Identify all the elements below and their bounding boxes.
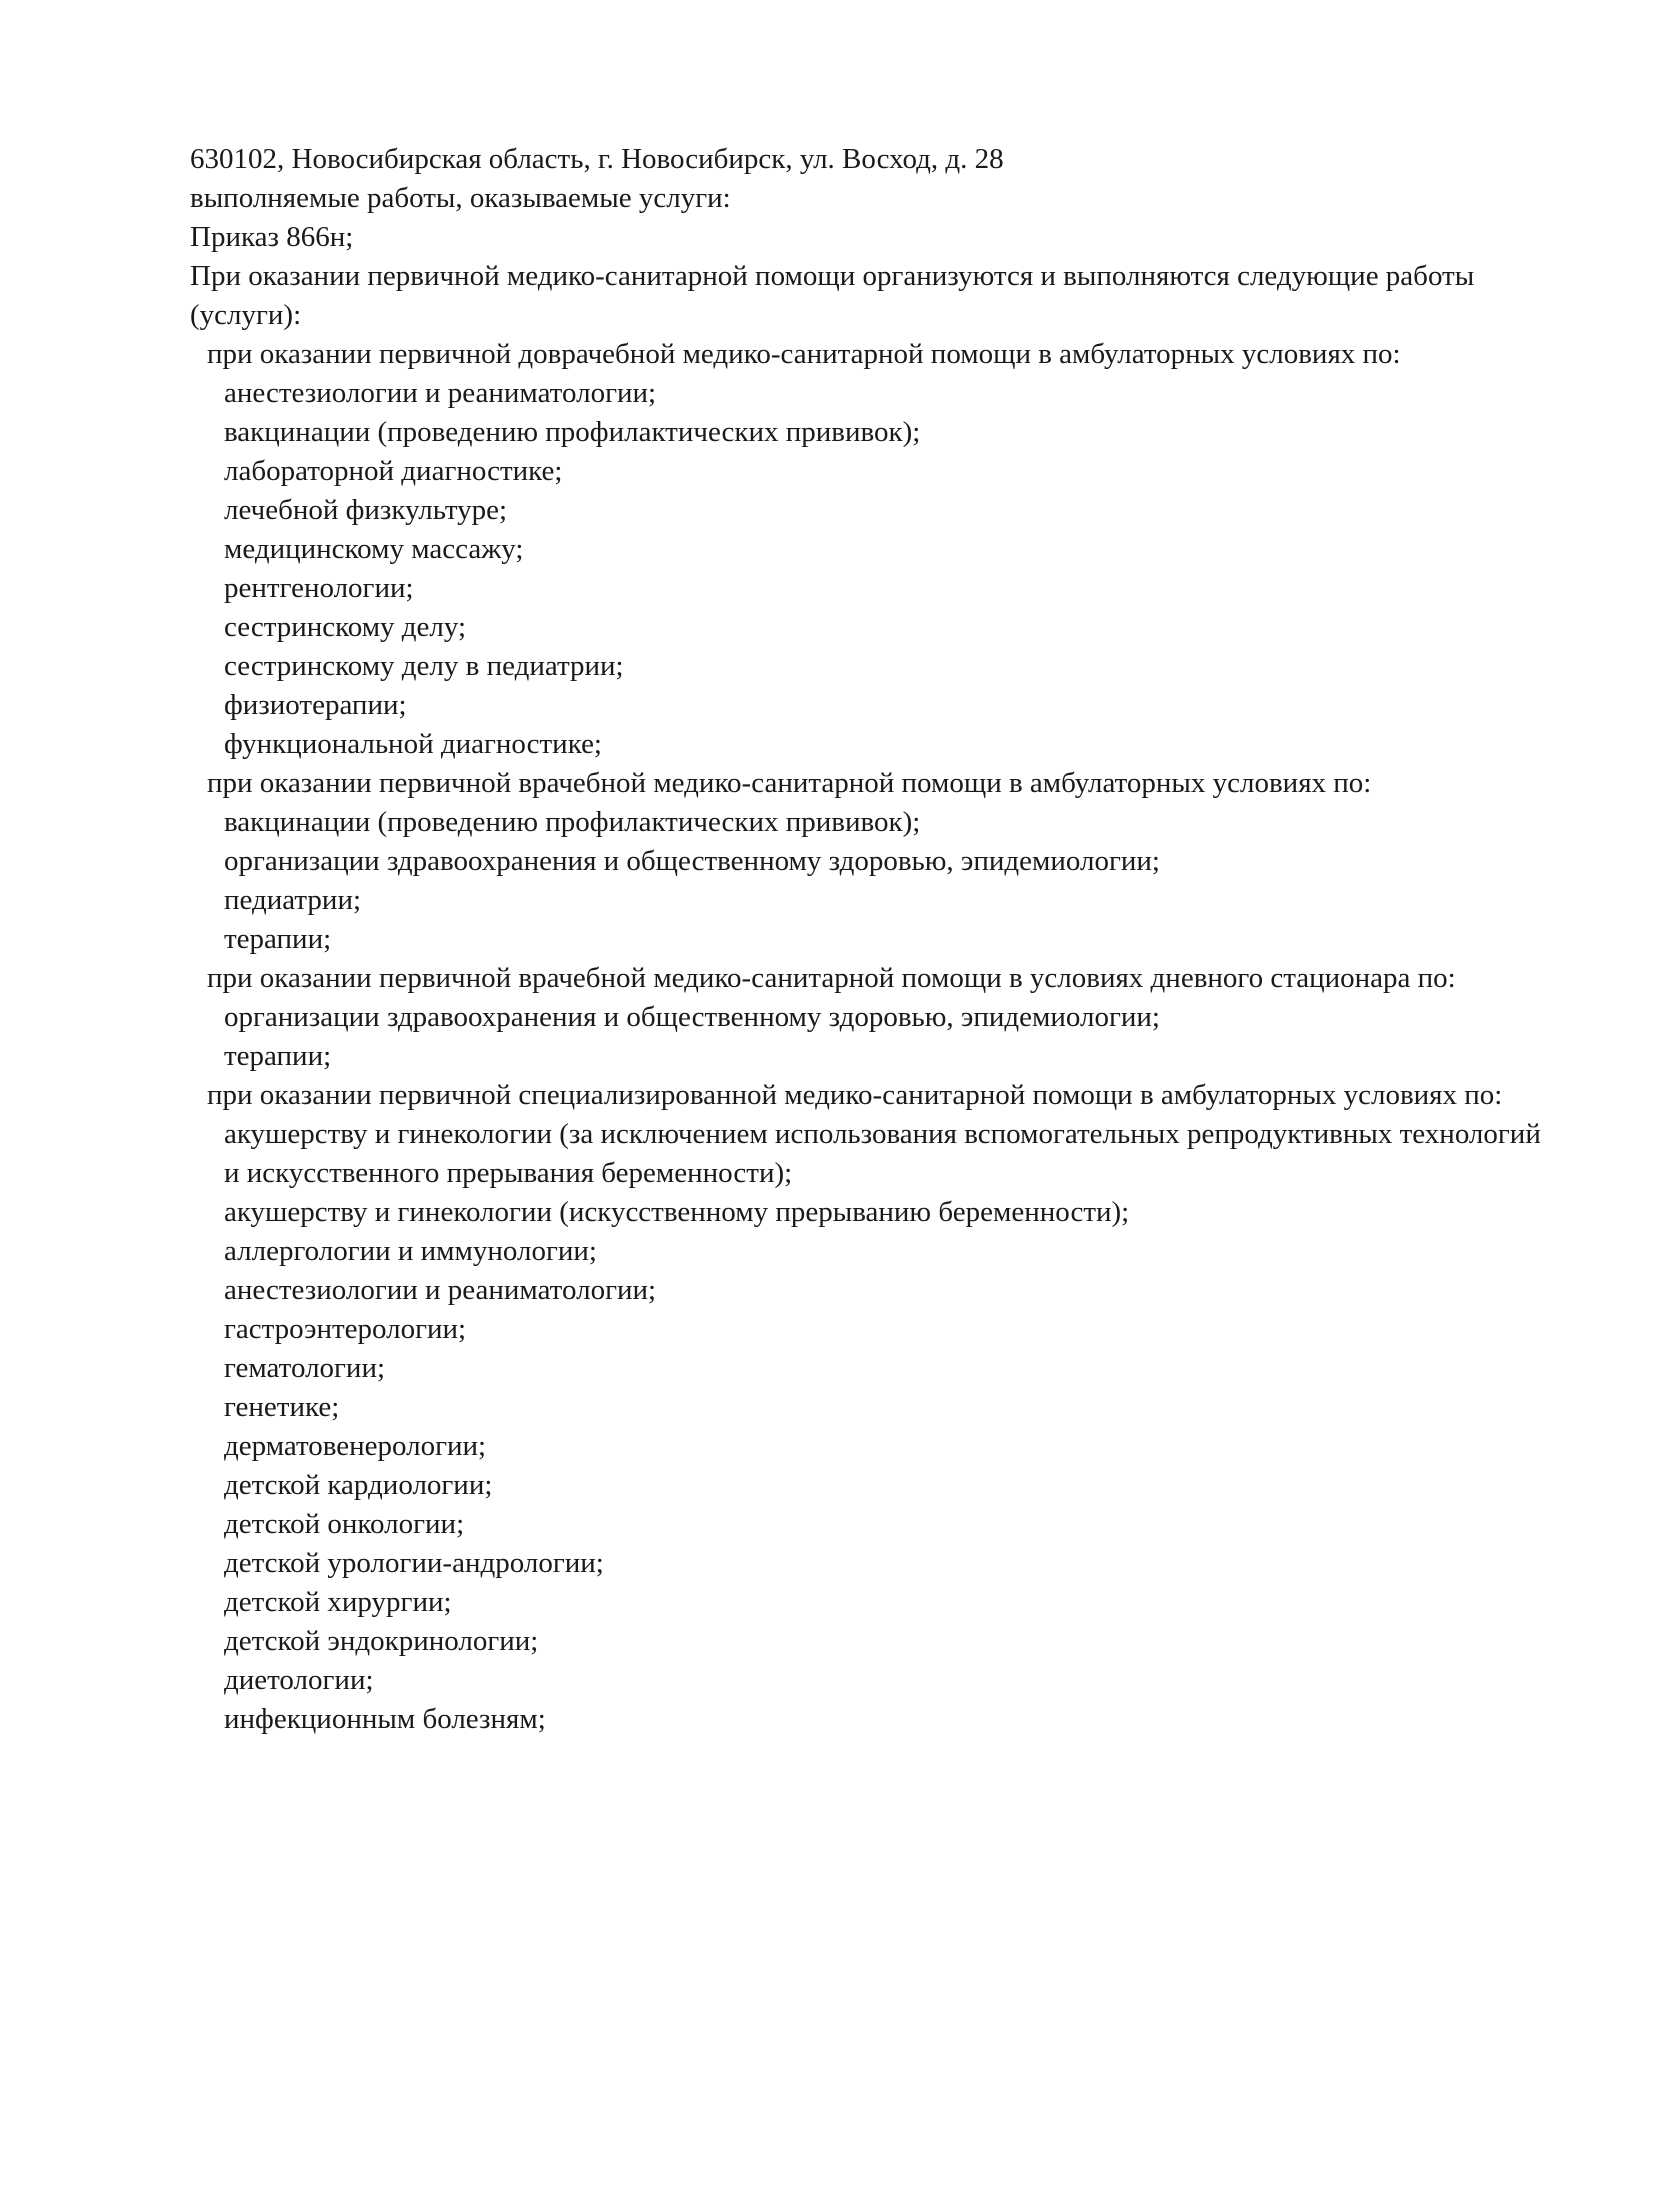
sections-list [190, 335, 1550, 1739]
section-heading: при оказании первичной доврачебной медико-санитарной помощи в амбулаторных условиях по: [207, 338, 1401, 370]
service-item: детской урологии-андрологии; [224, 1547, 604, 1579]
service-item: организации здравоохранения и общественному здоровью, эпидемиологии; [224, 1001, 1160, 1033]
section-heading: при оказании первичной врачебной медико-санитарной помощи в условиях дневного стационара по: [207, 962, 1456, 994]
service-item: инфекционным болезням; [224, 1703, 546, 1735]
service-item: рентгенологии; [224, 572, 414, 604]
service-item: физиотерапии; [224, 689, 407, 721]
service-item: лечебной физкультуре; [224, 494, 508, 526]
service-item: анестезиологии и реаниматологии; [224, 1274, 657, 1306]
service-item: вакцинации (проведению профилактических прививок); [224, 806, 921, 838]
service-item: медицинскому массажу; [224, 533, 524, 565]
service-item: сестринскому делу; [224, 611, 467, 643]
service-item: акушерству и гинекологии (искусственному прерыванию беременности); [224, 1196, 1130, 1228]
service-item: педиатрии; [224, 884, 362, 916]
order-line: Приказ 866н; [190, 221, 354, 253]
service-item: терапии; [224, 1040, 332, 1072]
service-item: анестезиологии и реаниматологии; [224, 377, 657, 409]
section-heading: при оказании первичной врачебной медико-санитарной помощи в амбулаторных условиях по: [207, 767, 1372, 799]
section-heading: при оказании первичной специализированной медико-санитарной помощи в амбулаторных условиях по: [207, 1079, 1503, 1111]
service-item: детской онкологии; [224, 1508, 465, 1540]
service-item: гастроэнтерологии; [224, 1313, 467, 1345]
service-item: диетологии; [224, 1664, 374, 1696]
service-item: дерматовенерологии; [224, 1430, 487, 1462]
address-line: 630102, Новосибирская область, г. Новосибирск, ул. Восход, д. 28 [190, 143, 1004, 175]
service-item: сестринскому делу в педиатрии; [224, 650, 624, 682]
service-item: организации здравоохранения и общественному здоровью, эпидемиологии; [224, 845, 1160, 877]
intro-paragraph: При оказании первичной медико-санитарной помощи организуются и выполняются следующие работы (услуги): [190, 260, 1475, 331]
service-item: гематологии; [224, 1352, 386, 1384]
service-item: детской эндокринологии; [224, 1625, 539, 1657]
service-item: терапии; [224, 923, 332, 955]
service-item: акушерству и гинекологии (за исключением использования вспомогательных репродуктивных технологий и искусственного прерывания беременности); [224, 1118, 1541, 1189]
service-item: аллергологии и иммунологии; [224, 1235, 597, 1267]
document-body [190, 140, 1550, 1739]
service-item: функциональной диагностике; [224, 728, 602, 760]
works-heading: выполняемые работы, оказываемые услуги: [190, 182, 731, 214]
service-item: детской кардиологии; [224, 1469, 493, 1501]
service-item: генетике; [224, 1391, 340, 1423]
service-item: детской хирургии; [224, 1586, 452, 1618]
service-item: лабораторной диагностике; [224, 455, 563, 487]
service-item: вакцинации (проведению профилактических прививок); [224, 416, 921, 448]
